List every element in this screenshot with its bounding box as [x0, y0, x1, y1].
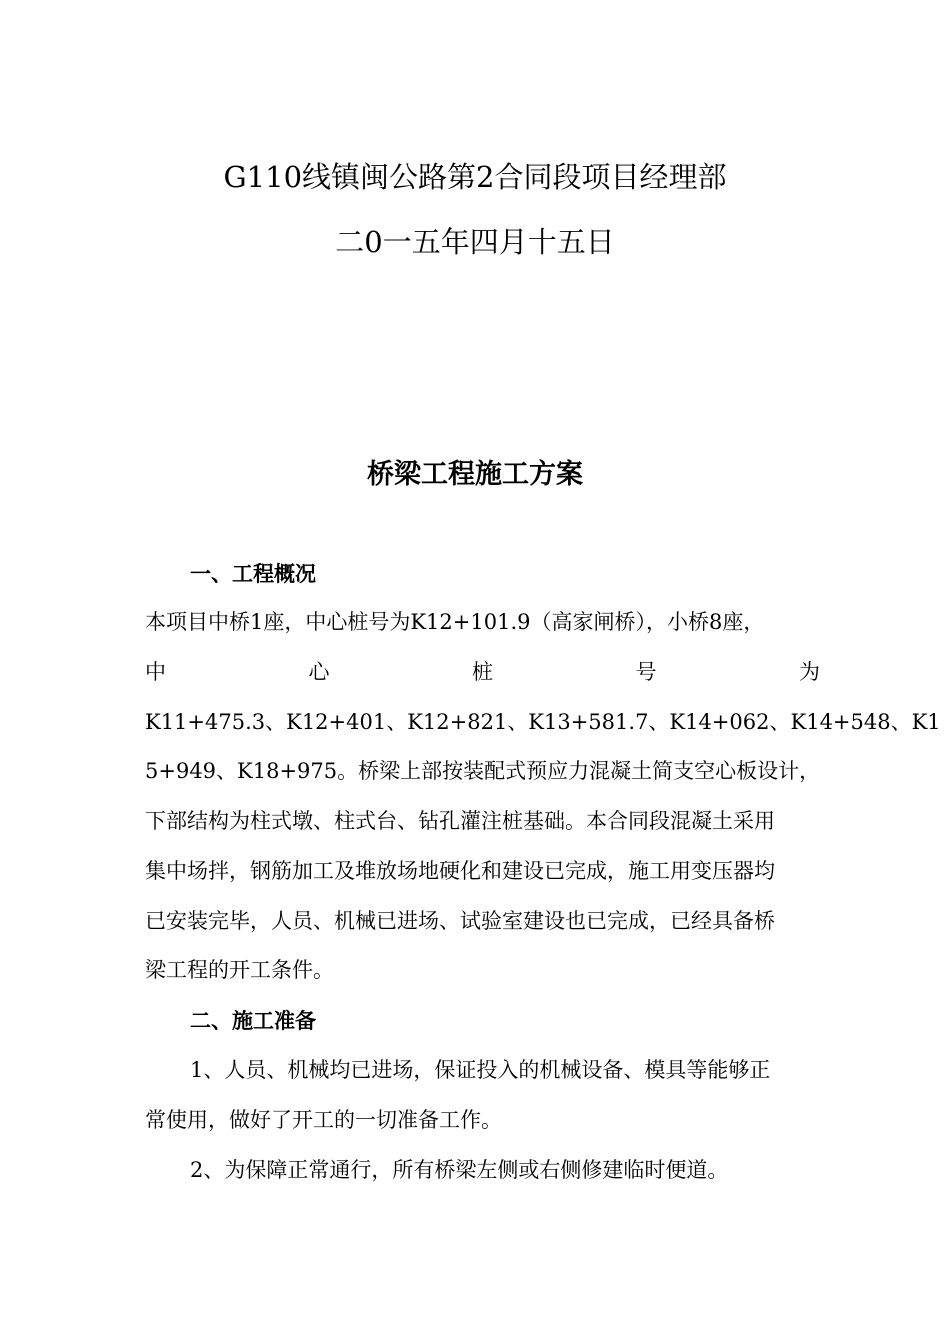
paragraph-line-spread [145, 656, 820, 688]
paragraph-line: K11+475.3、K12+401、K12+821、K13+581.7、K14+062、K14+548、K1 [145, 710, 941, 734]
organization-name: G110线镇闽公路第2合同段项目经理部 [223, 160, 727, 194]
paragraph-line: 梁工程的开工条件。 [145, 958, 334, 982]
spread-char: 中 [145, 660, 166, 684]
spread-char: 为 [799, 660, 820, 684]
paragraph-line: 集中场拌，钢筋加工及堆放场地硬化和建设已完成，施工用变压器均 [145, 859, 775, 883]
paragraph-line: 2、为保障正常通行，所有桥梁左侧或右侧修建临时便道。 [190, 1158, 729, 1182]
document-date: 二0一五年四月十五日 [335, 225, 615, 259]
section-heading-preparation: 二、施工准备 [190, 1008, 316, 1033]
spread-char: 桩 [472, 660, 493, 684]
spread-char: 号 [635, 660, 657, 684]
paragraph-line: 1、人员、机械均已进场，保证投入的机械设备、模具等能够正 [190, 1058, 771, 1082]
document-title: 桥梁工程施工方案 [367, 459, 583, 490]
spread-char: 心 [308, 660, 330, 684]
paragraph-line: 已安装完毕，人员、机械已进场、试验室建设也已完成，已经具备桥 [145, 909, 775, 933]
section-heading-overview: 一、工程概况 [190, 561, 316, 586]
paragraph-line: 下部结构为柱式墩、柱式台、钻孔灌注桩基础。本合同段混凝土采用 [145, 809, 775, 833]
paragraph-line: 5+949、K18+975。桥梁上部按装配式预应力混凝土简支空心板设计， [145, 759, 821, 783]
paragraph-line: 本项目中桥1座，中心桩号为K12+101.9（高家闸桥），小桥8座， [145, 610, 765, 634]
paragraph-line: 常使用，做好了开工的一切准备工作。 [145, 1108, 502, 1132]
